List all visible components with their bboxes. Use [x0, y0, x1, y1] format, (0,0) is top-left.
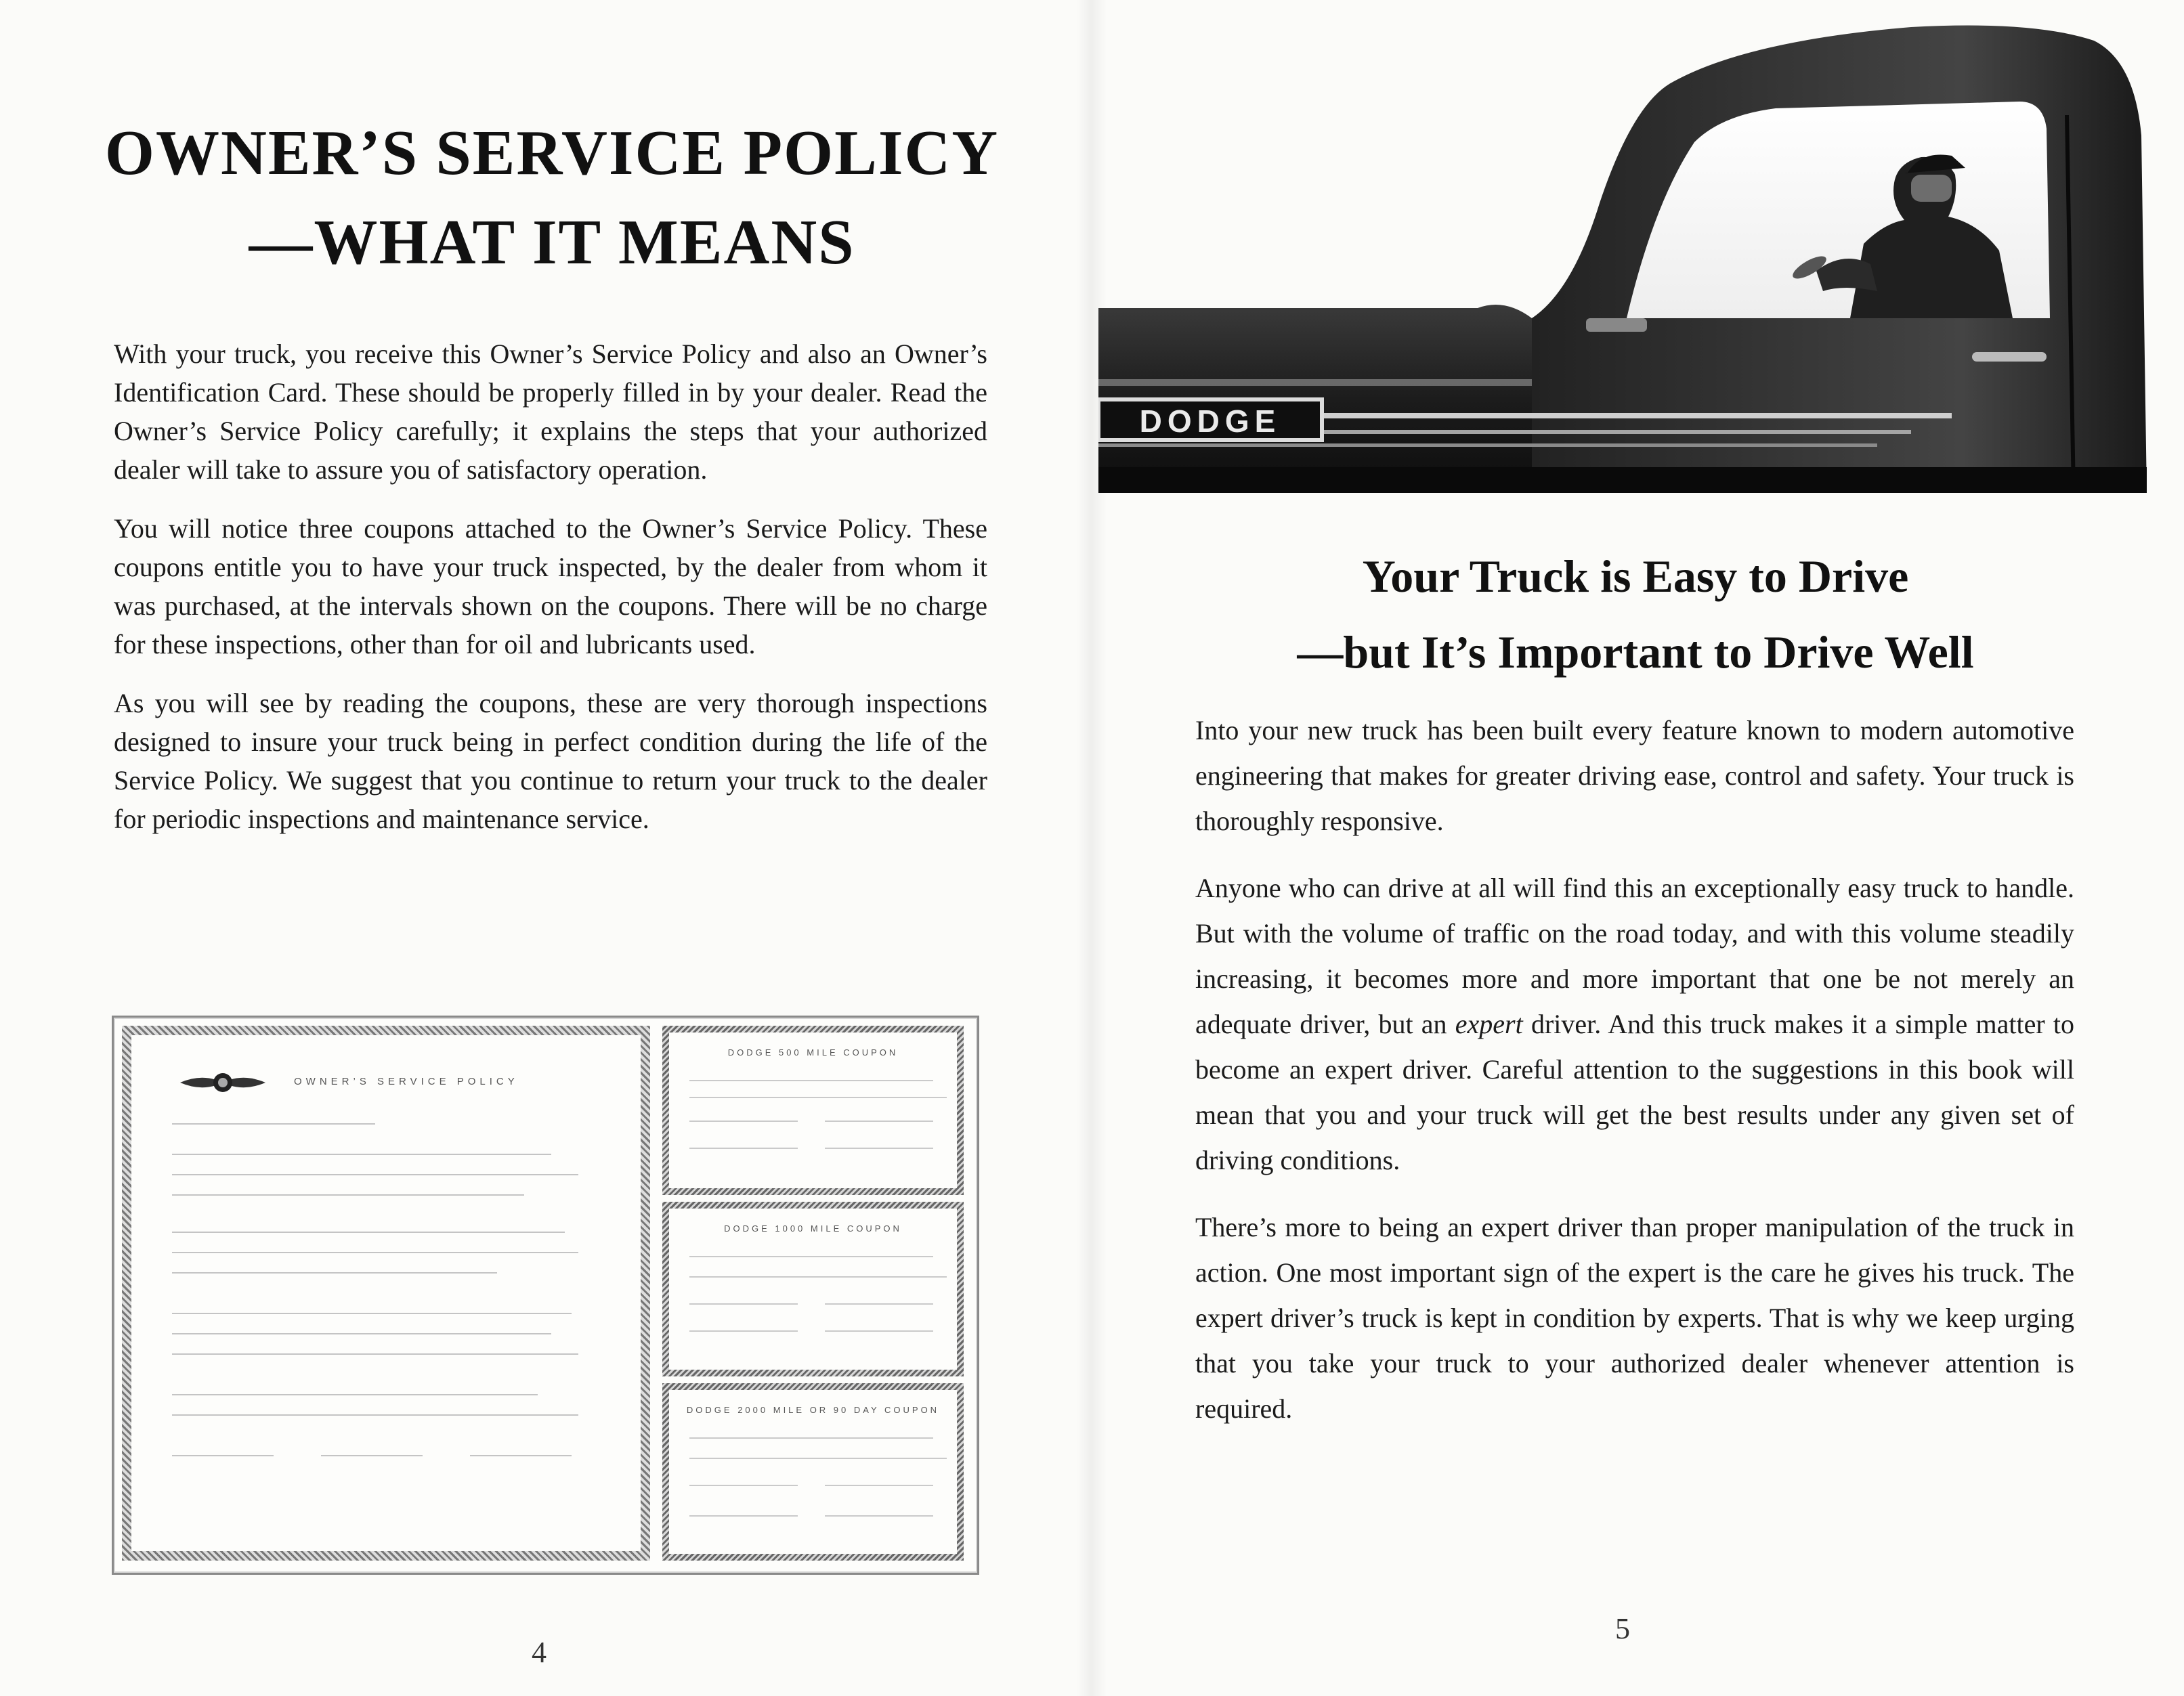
- coupon-text-line: [689, 1515, 798, 1517]
- policy-text-line: [172, 1313, 572, 1314]
- left-body-text: [114, 334, 987, 858]
- truck-cab-photo: [1098, 0, 2147, 493]
- policy-text-line: [172, 1123, 375, 1125]
- paragraph-text: Into your new truck has been built every feature known to modern automotive engineering that makes for greater driving ease, control and safety. Your truck is thoroughly responsive.: [1195, 715, 2074, 836]
- page-number-right: 5: [1615, 1612, 1630, 1645]
- policy-text-line: [172, 1154, 551, 1155]
- service-policy-image: [112, 1016, 979, 1575]
- coupon-title: DODGE 2000 MILE OR 90 DAY COUPON: [686, 1405, 940, 1415]
- page-number-left: 4: [532, 1636, 547, 1669]
- left-title-line2: —WHAT IT MEANS: [249, 207, 855, 278]
- coupon-text-line: [689, 1330, 798, 1332]
- left-paragraph-1: With your truck, you receive this Owner’s Service Policy and also an Owner’s Identification Card. These should be properly filled in by your dealer. Read the Owner’s Service Policy carefully; it explains the steps that your authorized dealer will take to assure you of satisfactory operation.: [114, 339, 987, 485]
- coupon-text-line: [689, 1458, 947, 1459]
- coupon-text-line: [825, 1485, 933, 1486]
- emphasis-text: expert: [1455, 1009, 1523, 1039]
- policy-text-line: [172, 1252, 578, 1253]
- coupon-text-line: [825, 1515, 933, 1517]
- coupon-title: DODGE 1000 MILE COUPON: [724, 1223, 902, 1234]
- coupon-1000-mile: [662, 1202, 964, 1376]
- coupon-text-line: [689, 1276, 947, 1278]
- coupon-text-line: [689, 1097, 947, 1098]
- left-title-line1: OWNER’S SERVICE POLICY: [104, 118, 1000, 188]
- policy-text-line: [172, 1394, 538, 1395]
- coupon-text-line: [689, 1437, 933, 1439]
- coupon-text-line: [825, 1121, 933, 1122]
- policy-heading: OWNER’S SERVICE POLICY: [294, 1076, 519, 1087]
- coupon-text-line: [825, 1303, 933, 1305]
- policy-signature-line: [470, 1455, 572, 1456]
- coupon-text-line: [689, 1303, 798, 1305]
- coupon-title: DODGE 500 MILE COUPON: [727, 1047, 899, 1058]
- right-page-title: [1158, 538, 2113, 690]
- policy-text-line: [172, 1333, 551, 1334]
- paragraph-text: driver. And this truck makes it a simple matter to become an expert driver. Careful attention to the suggestions in this book will mean that you and your truck will get the best results under any given set of driving conditions.: [1195, 1009, 2074, 1175]
- paragraph-text: There’s more to being an expert driver than proper manipulation of the truck in action. One most important sign of the expert is the care he gives his truck. The expert driver’s truck is kept in condition by experts. That is why we keep urging that you take your truck to your authorized dealer whenever attention is required.: [1195, 1212, 2074, 1424]
- policy-signature-line: [172, 1455, 274, 1456]
- policy-text-line: [172, 1414, 578, 1416]
- coupon-text-line: [689, 1121, 798, 1122]
- paragraph-text: Anyone who can drive at all will find this an exceptionally easy truck to handle. But with the volume of traffic on the road today, and with this volume steadily increasing, it becomes more and more important that one be not merely an adequate driver, but an: [1195, 873, 2074, 1039]
- left-paragraph-2: You will notice three coupons attached to the Owner’s Service Policy. These coupons entitle you to have your truck inspected, by the dealer from whom it was purchased, at the intervals shown on the coupons. There will be no charge for these inspections, other than for oil and lubricants used.: [114, 513, 987, 659]
- policy-text-line: [172, 1232, 565, 1233]
- right-paragraph-2: [1195, 865, 2074, 1183]
- right-title-line1: Your Truck is Easy to Drive: [1362, 550, 1909, 602]
- policy-signature-line: [321, 1455, 423, 1456]
- policy-text-line: [172, 1174, 578, 1175]
- coupon-text-line: [689, 1256, 933, 1257]
- coupon-2000-mile: [662, 1383, 964, 1561]
- policy-certificate: [122, 1026, 650, 1561]
- coupon-text-line: [689, 1148, 798, 1149]
- dodge-badge: DODGE: [1139, 404, 1281, 439]
- right-paragraph-3: [1195, 1204, 2074, 1431]
- left-page-title: [102, 108, 1002, 287]
- left-paragraph-3: As you will see by reading the coupons, these are very thorough inspections designed to insure your truck being in perfect condition during the life of the Service Policy. We suggest that you continue to return your truck to the dealer for periodic inspections and maintenance service.: [114, 688, 987, 834]
- coupon-500-mile: [662, 1026, 964, 1195]
- coupon-text-line: [825, 1148, 933, 1149]
- right-body-text: [1195, 708, 2074, 1453]
- coupon-text-line: [689, 1485, 798, 1486]
- right-title-line2: —but It’s Important to Drive Well: [1297, 626, 1974, 678]
- policy-text-line: [172, 1194, 524, 1196]
- policy-text-line: [172, 1353, 578, 1355]
- coupon-text-line: [689, 1080, 933, 1081]
- right-paragraph-1: [1195, 708, 2074, 844]
- policy-text-line: [172, 1272, 497, 1274]
- winged-emblem-icon: [179, 1069, 267, 1096]
- coupon-text-line: [825, 1330, 933, 1332]
